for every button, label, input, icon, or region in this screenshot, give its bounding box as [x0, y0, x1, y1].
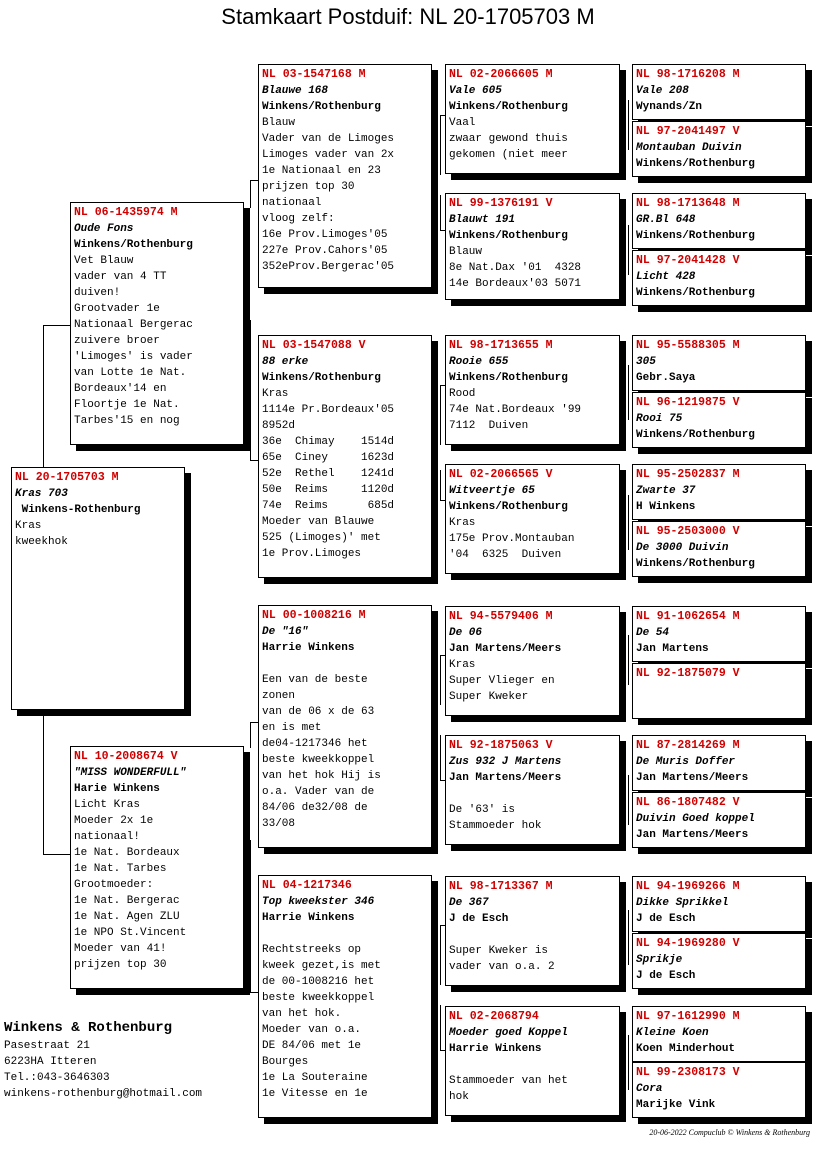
info-line: beste kweekkoppel: [262, 754, 375, 766]
pigeon-card-mf[interactable]: [258, 605, 432, 848]
breeder-name: Wynands/Zn: [636, 101, 703, 113]
pigeon-card-mother[interactable]: [70, 746, 244, 989]
info-line: [449, 786, 616, 802]
info-line: Kras: [449, 659, 476, 671]
pigeon-card-mff[interactable]: [445, 606, 620, 716]
info-line: van het hok Hij is: [262, 770, 381, 782]
info-line: DE 84/06 met 1e: [262, 1040, 362, 1052]
pigeon-card-father[interactable]: [70, 202, 244, 445]
pigeon-card-fmm[interactable]: [445, 464, 620, 574]
info-line: Grootmoeder:: [74, 879, 154, 891]
pigeon-card-g9[interactable]: [632, 606, 806, 662]
owner-email[interactable]: winkens-rothenburg@hotmail.com: [4, 1088, 203, 1100]
info-line: Super Kweker: [449, 691, 529, 703]
info-line: 1e La Souteraine: [262, 1072, 368, 1084]
info-line: 227e Prov.Cahors'05: [262, 245, 388, 257]
pigeon-name: De 3000 Duivin: [636, 542, 729, 554]
pigeon-card-g16[interactable]: [632, 1062, 806, 1118]
info-line: 8952d: [262, 420, 296, 432]
pigeon-card-mfm[interactable]: [445, 735, 620, 845]
breeder-name: Winkens/Rothenburg: [262, 372, 381, 384]
ring-number: NL 97-2041428 V: [636, 254, 740, 267]
info-line: kweekhok: [15, 536, 68, 548]
pigeon-card-mmm[interactable]: [445, 1006, 620, 1116]
owner-name: Winkens & Rothenburg: [4, 1020, 173, 1036]
pigeon-name: Blauwt 191: [449, 214, 516, 226]
ring-number: NL 06-1435974 M: [74, 206, 178, 219]
ring-number: NL 95-5588305 M: [636, 339, 740, 352]
info-line: [262, 656, 428, 672]
breeder-name: Harrie Winkens: [262, 642, 355, 654]
info-line: 7112 Duiven: [449, 420, 529, 432]
pigeon-name: Dikke Sprikkel: [636, 897, 729, 909]
info-line: [449, 927, 616, 943]
pigeon-name: Kras 703: [15, 488, 68, 500]
pigeon-card-g7[interactable]: [632, 464, 806, 520]
info-line: kweek gezet,is met: [262, 960, 381, 972]
pigeon-card-fmf[interactable]: [445, 335, 620, 445]
breeder-name: Winkens/Rothenburg: [262, 101, 381, 113]
info-line: 50e Reims 1120d: [262, 484, 395, 496]
info-line: Bordeaux'14 en: [74, 383, 167, 395]
owner-street: Pasestraat 21: [4, 1040, 90, 1052]
info-line: [262, 926, 428, 942]
pigeon-card-mm[interactable]: [258, 875, 432, 1118]
info-line: 33/08: [262, 818, 296, 830]
info-line: Kras: [262, 388, 289, 400]
pigeon-card-mmf[interactable]: [445, 876, 620, 986]
pigeon-name: Vale 208: [636, 85, 689, 97]
pigeon-card-g13[interactable]: [632, 876, 806, 932]
ring-number: NL 99-2308173 V: [636, 1066, 740, 1079]
info-line: o.a. Vader van de: [262, 786, 375, 798]
ring-number: NL 96-1219875 V: [636, 396, 740, 409]
info-line: zwaar gewond thuis: [449, 133, 568, 145]
pigeon-name: Oude Fons: [74, 223, 134, 235]
pigeon-card-g5[interactable]: [632, 335, 806, 391]
info-line: van de 06 x de 63: [262, 706, 375, 718]
ring-number: NL 97-1612990 M: [636, 1010, 740, 1023]
pigeon-name: Zwarte 37: [636, 485, 696, 497]
breeder-name: Harie Winkens: [74, 783, 160, 795]
info-line: Vader van de Limoges: [262, 133, 395, 145]
info-line: 1e Vitesse en 1e: [262, 1088, 368, 1100]
info-line: van het hok.: [262, 1008, 342, 1020]
owner-info: [4, 1018, 202, 1102]
breeder-name: Winkens/Rothenburg: [636, 287, 755, 299]
breeder-name: Jan Martens: [636, 643, 709, 655]
ring-number: NL 98-1713648 M: [636, 197, 740, 210]
pigeon-name: Duivin Goed koppel: [636, 813, 755, 825]
info-line: Een van de beste: [262, 674, 368, 686]
pigeon-name: Sprikje: [636, 954, 683, 966]
info-line: 65e Ciney 1623d: [262, 452, 395, 464]
breeder-name: J de Esch: [636, 913, 696, 925]
pigeon-card-g3[interactable]: [632, 193, 806, 249]
pigeon-name: De Muris Doffer: [636, 756, 736, 768]
info-line: de04-1217346 het: [262, 738, 368, 750]
pigeon-name: [636, 682, 802, 698]
info-line: Blauw: [449, 246, 483, 258]
info-line: 525 (Limoges)' met: [262, 532, 381, 544]
pigeon-name: De 367: [449, 897, 489, 909]
info-line: Stammoeder hok: [449, 820, 542, 832]
pigeon-card-g15[interactable]: [632, 1006, 806, 1062]
info-line: 84/06 de32/08 de: [262, 802, 368, 814]
ring-number: NL 91-1062654 M: [636, 610, 740, 623]
breeder-name: H Winkens: [636, 501, 696, 513]
info-line: nationaal!: [74, 831, 141, 843]
pigeon-name: Zus 932 J Martens: [449, 756, 562, 768]
pigeon-card-g4[interactable]: [632, 250, 806, 306]
breeder-name: Gebr.Saya: [636, 372, 696, 384]
info-line: Super Kweker is: [449, 945, 549, 957]
info-line: Moeder van 41!: [74, 943, 167, 955]
owner-phone: Tel.:043-3646303: [4, 1072, 110, 1084]
pigeon-card-g1[interactable]: [632, 64, 806, 120]
info-line: 1e Prov.Limoges: [262, 548, 362, 560]
pigeon-card-g6[interactable]: [632, 392, 806, 448]
ring-number: NL 04-1217346: [262, 879, 352, 892]
info-line: De '63' is: [449, 804, 516, 816]
info-line: 1e NPO St.Vincent: [74, 927, 187, 939]
ring-number: NL 94-1969266 M: [636, 880, 740, 893]
breeder-name: Harrie Winkens: [449, 1043, 542, 1055]
info-line: Tarbes'15 en nog: [74, 415, 180, 427]
owner-city: 6223HA Itteren: [4, 1056, 97, 1068]
info-line: Rechtstreeks op: [262, 944, 362, 956]
breeder-name: Winkens/Rothenburg: [636, 230, 755, 242]
pigeon-card-ffm[interactable]: [445, 193, 620, 300]
pigeon-card-ff[interactable]: [258, 64, 432, 288]
breeder-name: Winkens/Rothenburg: [449, 501, 568, 513]
ring-number: NL 00-1008216 M: [262, 609, 366, 622]
info-line: vader van o.a. 2: [449, 961, 555, 973]
ring-number: NL 94-1969280 V: [636, 937, 740, 950]
info-line: van Lotte 1e Nat.: [74, 367, 187, 379]
pigeon-card-g2[interactable]: [632, 121, 806, 177]
ring-number: NL 02-2066605 M: [449, 68, 553, 81]
info-line: 1e Nat. Tarbes: [74, 863, 167, 875]
info-line: Moeder van Blauwe: [262, 516, 375, 528]
info-line: Limoges vader van 2x: [262, 149, 395, 161]
ring-number: NL 92-1875063 V: [449, 739, 553, 752]
ring-number: NL 87-2814269 M: [636, 739, 740, 752]
pigeon-name: Witveertje 65: [449, 485, 535, 497]
info-line: 1e Nationaal en 23: [262, 165, 381, 177]
pigeon-card-fm[interactable]: [258, 335, 432, 578]
info-line: zuivere broer: [74, 335, 160, 347]
pigeon-name: Top kweekster 346: [262, 896, 375, 908]
ring-number: NL 02-2068794: [449, 1010, 539, 1023]
info-line: 8e Nat.Dax '01 4328: [449, 262, 582, 274]
ring-number: NL 98-1716208 M: [636, 68, 740, 81]
pigeon-name: Rooie 655: [449, 356, 509, 368]
info-line: 74e Reims 685d: [262, 500, 395, 512]
info-line: Moeder 2x 1e: [74, 815, 154, 827]
pigeon-name: De 06: [449, 627, 483, 639]
info-line: Rood: [449, 388, 476, 400]
info-line: vloog zelf:: [262, 213, 335, 225]
breeder-name: Jan Martens/Meers: [449, 643, 562, 655]
ring-number: NL 98-1713655 M: [449, 339, 553, 352]
info-line: gekomen (niet meer: [449, 149, 568, 161]
info-line: zonen: [262, 690, 296, 702]
ring-number: NL 20-1705703 M: [15, 471, 119, 484]
ring-number: NL 99-1376191 V: [449, 197, 553, 210]
ring-number: NL 94-5579406 M: [449, 610, 553, 623]
info-line: Kras: [449, 517, 476, 529]
ring-number: NL 03-1547088 V: [262, 339, 366, 352]
breeder-name: J de Esch: [636, 970, 696, 982]
info-line: 1e Nat. Bergerac: [74, 895, 180, 907]
info-line: 1e Nat. Agen ZLU: [74, 911, 180, 923]
ring-number: NL 92-1875079 V: [636, 667, 740, 680]
info-line: Grootvader 1e: [74, 303, 160, 315]
breeder-name: Jan Martens/Meers: [636, 772, 749, 784]
pigeon-card-g14[interactable]: [632, 933, 806, 989]
pigeon-name: Montauban Duivin: [636, 142, 742, 154]
info-line: vader van 4 TT: [74, 271, 167, 283]
ring-number: NL 98-1713367 M: [449, 880, 553, 893]
ring-number: NL 97-2041497 V: [636, 125, 740, 138]
pigeon-name: De "16": [262, 626, 309, 638]
ring-number: NL 86-1807482 V: [636, 796, 740, 809]
pigeon-name: 88 erke: [262, 356, 309, 368]
page-title: Stamkaart Postduif: NL 20-1705703 M: [221, 4, 595, 29]
pigeon-name: Cora: [636, 1083, 663, 1095]
info-line: prijzen top 30: [262, 181, 355, 193]
breeder-name: Winkens/Rothenburg: [636, 429, 755, 441]
pigeon-card-g11[interactable]: [632, 735, 806, 791]
info-line: Kras: [15, 520, 42, 532]
info-line: Blauw: [262, 117, 296, 129]
info-line: Nationaal Bergerac: [74, 319, 193, 331]
breeder-name: Jan Martens/Meers: [449, 772, 562, 784]
info-line: 16e Prov.Limoges'05: [262, 229, 388, 241]
breeder-name: Marijke Vink: [636, 1099, 716, 1111]
pigeon-name: "MISS WONDERFULL": [74, 767, 187, 779]
info-line: 14e Bordeaux'03 5071: [449, 278, 582, 290]
pigeon-name: GR.Bl 648: [636, 214, 696, 226]
info-line: Stammoeder van het: [449, 1075, 568, 1087]
breeder-name: Jan Martens/Meers: [636, 829, 749, 841]
pigeon-name: Moeder goed Koppel: [449, 1027, 568, 1039]
info-line: Vet Blauw: [74, 255, 134, 267]
info-line: 36e Chimay 1514d: [262, 436, 395, 448]
breeder-name: Koen Minderhout: [636, 1043, 736, 1055]
ring-number: NL 10-2008674 V: [74, 750, 178, 763]
info-line: hok: [449, 1091, 469, 1103]
footer-credit: 20-06-2022 Compuclub © Winkens & Rothenburg: [649, 1128, 810, 1137]
pigeon-name: Kleine Koen: [636, 1027, 709, 1039]
info-line: Licht Kras: [74, 799, 141, 811]
info-line: de 00-1008216 het: [262, 976, 375, 988]
ring-number: NL 03-1547168 M: [262, 68, 366, 81]
info-line: 175e Prov.Montauban: [449, 533, 575, 545]
breeder-name: Winkens/Rothenburg: [449, 372, 568, 384]
info-line: Moeder van o.a.: [262, 1024, 362, 1036]
pigeon-card-g8[interactable]: [632, 521, 806, 577]
pigeon-name: 305: [636, 356, 656, 368]
ring-number: NL 02-2066565 V: [449, 468, 553, 481]
ring-number: NL 95-2503000 V: [636, 525, 740, 538]
info-line: 'Limoges' is vader: [74, 351, 193, 363]
info-line: 352eProv.Bergerac'05: [262, 261, 395, 273]
breeder-name: Winkens/Rothenburg: [449, 101, 568, 113]
breeder-name: Winkens/Rothenburg: [636, 558, 755, 570]
info-line: '04 6325 Duiven: [449, 549, 562, 561]
pigeon-card-fff[interactable]: [445, 64, 620, 174]
info-line: nationaal: [262, 197, 322, 209]
ring-number: NL 95-2502837 M: [636, 468, 740, 481]
info-line: prijzen top 30: [74, 959, 167, 971]
pigeon-card-g12[interactable]: [632, 792, 806, 848]
pigeon-name: Blauwe 168: [262, 85, 329, 97]
info-line: 1e Nat. Bordeaux: [74, 847, 180, 859]
info-line: beste kweekkoppel: [262, 992, 375, 1004]
info-line: 74e Nat.Bordeaux '99: [449, 404, 582, 416]
breeder-name: Harrie Winkens: [262, 912, 355, 924]
pigeon-name: Rooi 75: [636, 413, 683, 425]
info-line: en is met: [262, 722, 322, 734]
breeder-name: Winkens-Rothenburg: [15, 504, 141, 516]
breeder-name: Winkens/Rothenburg: [449, 230, 568, 242]
breeder-name: Winkens/Rothenburg: [74, 239, 193, 251]
info-line: Bourges: [262, 1056, 309, 1068]
pigeon-name: Licht 428: [636, 271, 696, 283]
info-line: [449, 1057, 616, 1073]
breeder-name: [636, 698, 802, 714]
info-line: Vaal: [449, 117, 476, 129]
info-line: 1114e Pr.Bordeaux'05: [262, 404, 395, 416]
pigeon-card-g10[interactable]: [632, 663, 806, 719]
pigeon-name: Vale 605: [449, 85, 502, 97]
info-line: 52e Rethel 1241d: [262, 468, 395, 480]
pigeon-name: De 54: [636, 627, 670, 639]
info-line: duiven!: [74, 287, 121, 299]
breeder-name: Winkens/Rothenburg: [636, 158, 755, 170]
info-line: Floortje 1e Nat.: [74, 399, 180, 411]
breeder-name: J de Esch: [449, 913, 509, 925]
info-line: Super Vlieger en: [449, 675, 555, 687]
pigeon-card-main[interactable]: [11, 467, 185, 710]
